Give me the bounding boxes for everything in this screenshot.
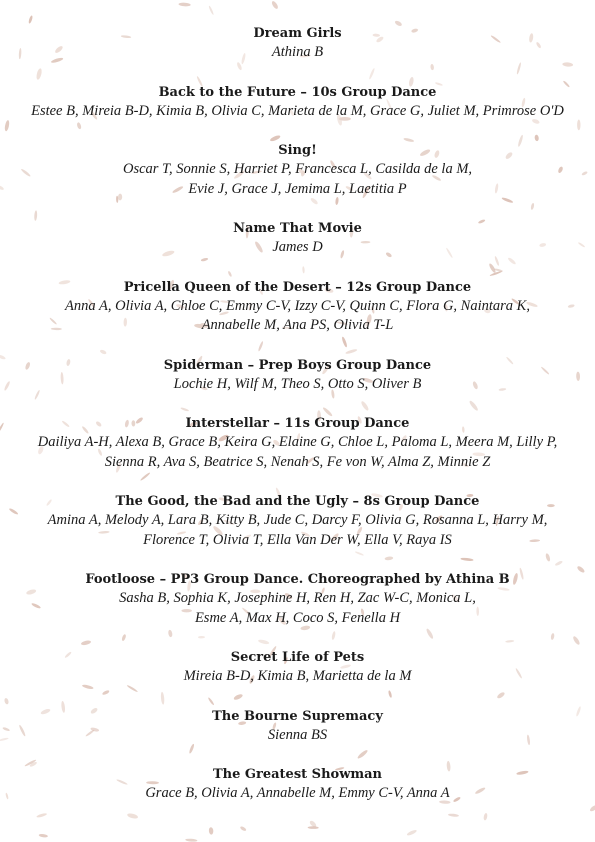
act-performers: Annabelle M, Ana PS, Olivia T-L bbox=[201, 317, 394, 333]
act-item bbox=[0, 414, 595, 472]
act-item bbox=[0, 278, 595, 336]
petal-icon bbox=[208, 5, 214, 15]
act-item bbox=[0, 570, 595, 628]
act-title: Footloose – PP3 Group Dance. Choreographed by Athina B bbox=[85, 572, 510, 587]
act-performers: James D bbox=[272, 239, 323, 255]
act-title: Secret Life of Pets bbox=[230, 650, 365, 665]
act-performers: Mireia B-D, Kimia B, Marietta de la M bbox=[183, 668, 412, 684]
petal-icon bbox=[28, 15, 33, 24]
petal-icon bbox=[406, 829, 417, 836]
act-item bbox=[0, 707, 595, 746]
act-item bbox=[0, 356, 595, 395]
act-title: The Greatest Showman bbox=[212, 767, 383, 782]
act-performers: Sasha B, Sophia K, Josephine H, Ren H, Zac W-C, Monica L, bbox=[119, 590, 476, 606]
petal-icon bbox=[308, 826, 319, 829]
act-title: Interstellar – 11s Group Dance bbox=[185, 416, 410, 431]
act-item bbox=[0, 492, 595, 550]
act-performers: Oscar T, Sonnie S, Harriet P, Francesca L, Casilda de la M, bbox=[122, 161, 473, 177]
act-title: Back to the Future – 10s Group Dance bbox=[158, 84, 437, 100]
act-performers: Anna A, Olivia A, Chloe C, Emmy C-V, Izzy C-V, Quinn C, Flora G, Naintara K, bbox=[65, 297, 530, 314]
act-item bbox=[0, 83, 595, 122]
petal-icon bbox=[240, 826, 247, 832]
petal-icon bbox=[271, 0, 279, 10]
act-performers: Sienna BS bbox=[267, 726, 328, 743]
act-title: Spiderman – Prep Boys Group Dance bbox=[163, 357, 432, 373]
act-performers: Lochie H, Wilf M, Theo S, Otto S, Oliver B bbox=[173, 375, 422, 392]
act-title: Pricella Queen of the Desert – 12s Group Dance bbox=[123, 279, 472, 295]
act-performers: Athina B bbox=[271, 44, 324, 60]
act-performers: Grace B, Olivia A, Annabelle M, Emmy C-V, Anna A bbox=[145, 785, 450, 801]
petal-icon bbox=[178, 2, 190, 6]
act-title: The Good, the Bad and the Ugly – 8s Group Dance bbox=[115, 494, 480, 509]
act-performers: Evie J, Grace J, Jemima L, Laetitia P bbox=[188, 180, 407, 197]
act-title: The Bourne Supremacy bbox=[212, 708, 383, 724]
act-title: Sing! bbox=[278, 143, 317, 158]
act-performers: Florence T, Olivia T, Ella Van Der W, Ella V, Raya IS bbox=[143, 531, 452, 548]
act-performers: Estee B, Mireia B-D, Kimia B, Olivia C, Marieta de la M, Grace G, Juliet M, Primrose O'D bbox=[31, 102, 564, 119]
act-performers: Esme A, Max H, Coco S, Fenella H bbox=[194, 609, 401, 626]
petal-icon bbox=[39, 833, 49, 837]
petal-icon bbox=[185, 838, 197, 842]
act-item bbox=[0, 219, 595, 258]
performance-program bbox=[0, 24, 595, 824]
act-title: Name That Movie bbox=[233, 221, 362, 236]
act-performers: Dailiya A-H, Alexa B, Grace B, Keira G, Elaine G, Chloe L, Paloma L, Meera M, Lilly P, bbox=[37, 434, 558, 450]
act-performers: Amina A, Melody A, Lara B, Kitty B, Jude C, Darcy F, Olivia G, Rosanna L, Harry M, bbox=[47, 512, 548, 528]
act-item bbox=[0, 141, 595, 199]
petal-icon bbox=[209, 827, 214, 835]
act-item bbox=[0, 24, 595, 63]
act-item bbox=[0, 765, 595, 804]
act-item bbox=[0, 648, 595, 687]
act-performers: Sienna R, Ava S, Beatrice S, Nenah S, Fe von W, Alma Z, Minnie Z bbox=[104, 453, 491, 470]
act-title: Dream Girls bbox=[253, 26, 342, 41]
